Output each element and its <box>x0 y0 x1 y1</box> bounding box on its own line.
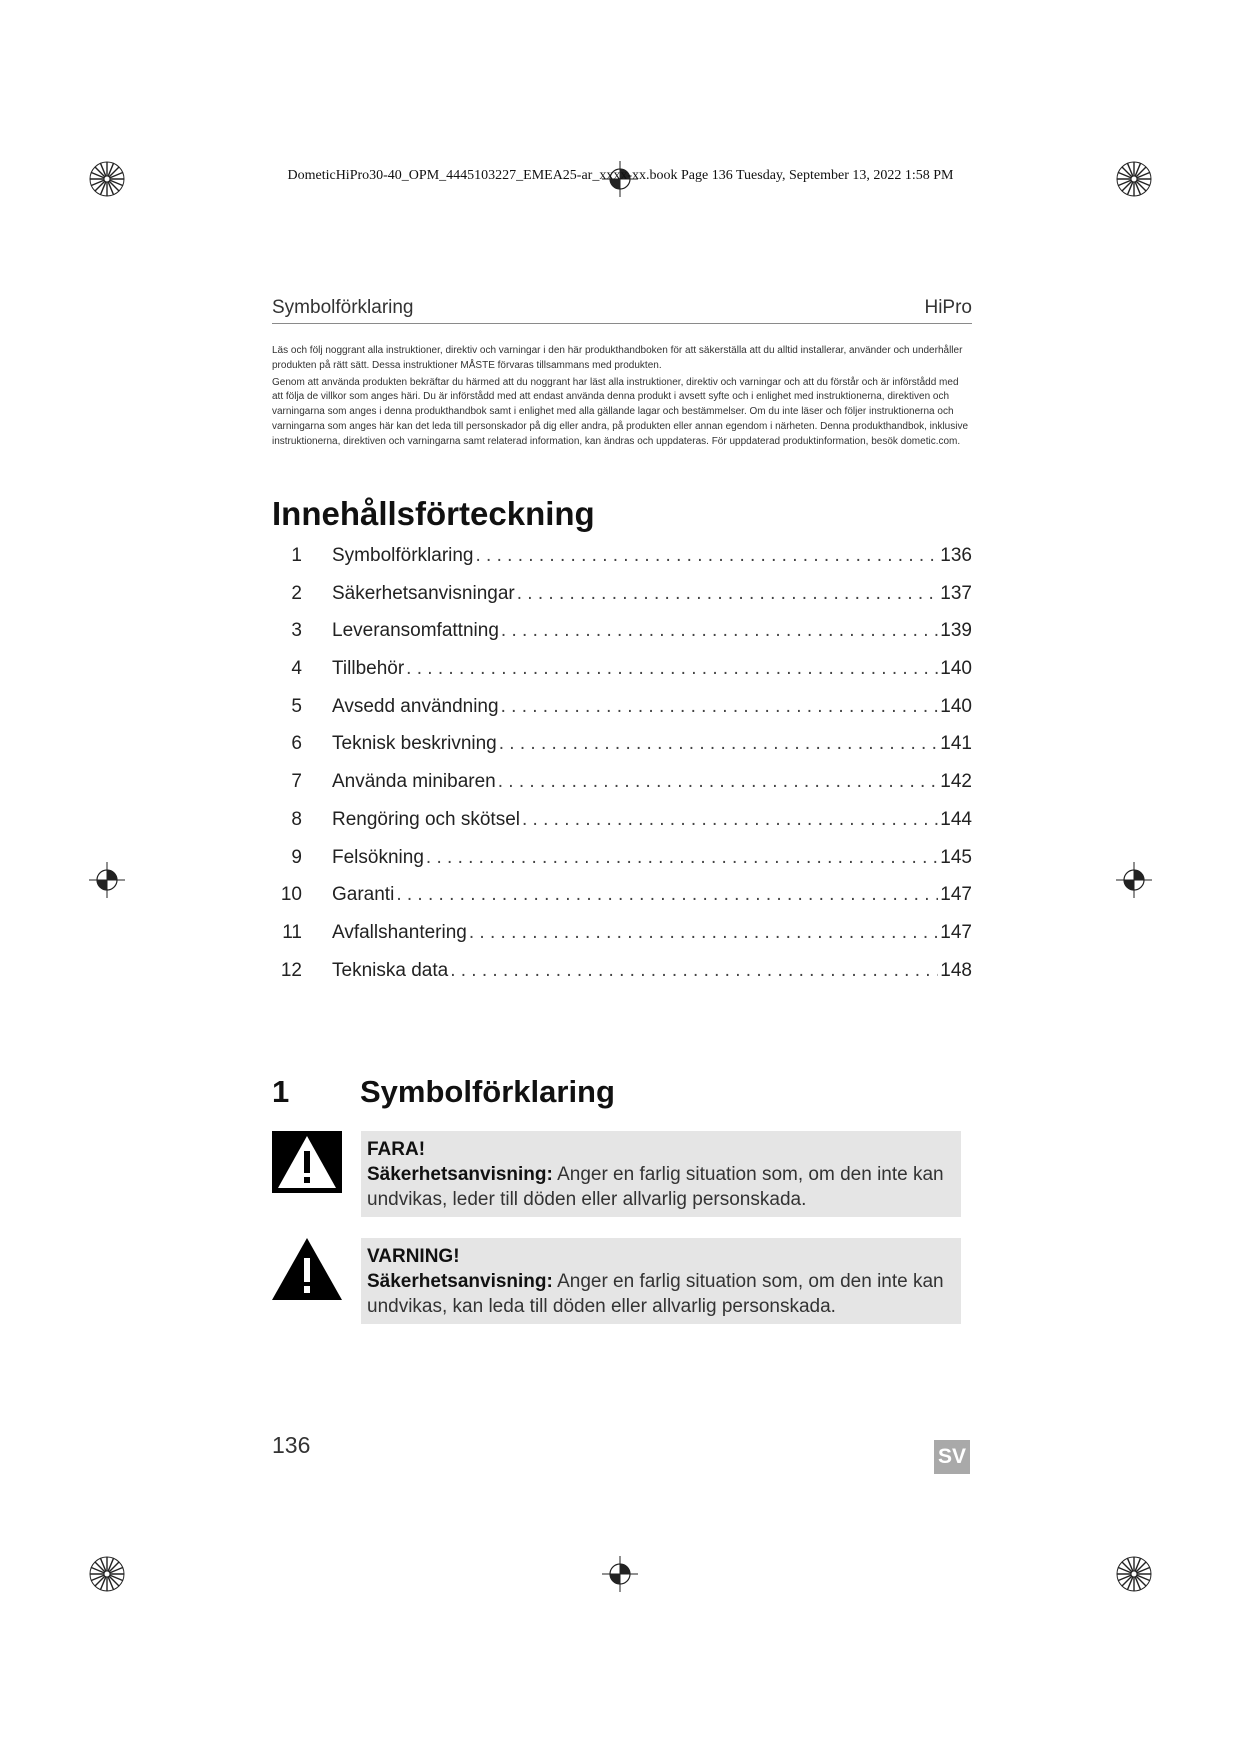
toc-leader-dots <box>426 847 938 869</box>
toc-entry-number: 12 <box>280 959 302 981</box>
toc-heading: Innehållsförteckning <box>272 495 595 532</box>
notice-lead: Säkerhetsanvisning: <box>367 1164 553 1185</box>
registration-crosshair-icon <box>1116 862 1152 898</box>
toc-entry-page: 147 <box>940 884 972 906</box>
danger-notice <box>361 1131 961 1217</box>
section-title: Symbolförklaring <box>360 1074 615 1109</box>
toc-entry-page: 136 <box>940 545 972 566</box>
toc-leader-dots <box>476 545 939 567</box>
danger-warning-icon <box>272 1131 342 1193</box>
toc-entry-page: 147 <box>940 921 972 943</box>
notice-label: VARNING! <box>367 1246 460 1267</box>
toc-entry-title: Avsedd användning <box>332 695 499 717</box>
intro-text <box>272 344 972 452</box>
toc-entry[interactable] <box>272 884 972 922</box>
toc-entry-page: 148 <box>940 959 972 981</box>
page-number: 136 <box>272 1432 311 1458</box>
toc-entry-page: 139 <box>940 620 972 642</box>
running-header-product: HiPro <box>924 297 972 318</box>
toc-entry-number: 7 <box>291 771 302 793</box>
toc-leader-dots <box>501 696 939 718</box>
toc-leader-dots <box>396 884 938 906</box>
toc-entry-number: 8 <box>291 808 302 830</box>
toc-entry-page: 142 <box>940 771 972 793</box>
toc-entry-page: 140 <box>940 658 972 680</box>
toc-entry[interactable] <box>272 545 972 583</box>
toc-entry-title: Symbolförklaring <box>332 545 474 566</box>
toc-entry-title: Avfallshantering <box>332 921 467 943</box>
toc-entry-number: 2 <box>291 582 302 604</box>
registration-crosshair-icon <box>89 862 125 898</box>
table-of-contents <box>272 545 972 997</box>
toc-leader-dots <box>522 809 938 831</box>
toc-entry-page: 137 <box>940 582 972 604</box>
toc-entry-page: 144 <box>940 808 972 830</box>
toc-entry-number: 10 <box>280 884 302 906</box>
toc-entry-title: Tillbehör <box>332 658 405 680</box>
toc-entry[interactable] <box>272 960 972 998</box>
registration-crosshair-icon <box>602 1556 638 1592</box>
toc-entry-number: 9 <box>291 846 302 868</box>
toc-entry[interactable] <box>272 809 972 847</box>
toc-entry[interactable] <box>272 658 972 696</box>
registration-starburst-icon <box>89 1556 125 1592</box>
toc-entry-page: 141 <box>940 733 972 755</box>
toc-leader-dots <box>450 960 938 982</box>
notice-text: Anger en farlig situation som, om den inte kan undvikas, kan leda till döden eller allvarlig personskada. <box>367 1271 944 1317</box>
section-number: 1 <box>272 1074 290 1109</box>
language-badge: SV <box>934 1440 970 1474</box>
toc-entry[interactable] <box>272 583 972 621</box>
print-file-header: DometicHiPro30-40_OPM_4445103227_EMEA25-ar_xxxx-xx.book Page 136 Tuesday, September 13, 2022 1:58 PM <box>287 168 954 183</box>
running-header-section: Symbolförklaring <box>272 297 414 318</box>
toc-entry-page: 145 <box>940 846 972 868</box>
toc-entry-title: Tekniska data <box>332 959 449 981</box>
toc-entry-page: 140 <box>940 695 972 717</box>
toc-entry-title: Använda minibaren <box>332 771 496 793</box>
toc-entry-number: 1 <box>291 545 302 566</box>
toc-entry-title: Garanti <box>332 884 395 906</box>
toc-leader-dots <box>498 771 939 793</box>
toc-leader-dots <box>469 922 938 944</box>
toc-leader-dots <box>517 583 939 605</box>
notice-lead: Säkerhetsanvisning: <box>367 1271 553 1292</box>
intro-paragraph: Genom att använda produkten bekräftar du härmed att du noggrant har läst alla instruktioner, direktiv och varningar och att du förstår och är införstådd med att följa de villkor som anges häri. Du är införstådd med att endast använda denna produkt i avsett syfte och i enlighet med instruktionerna, direktiven och varningarna som anges i denna produkthandbok samt i enlighet med alla gällande lagar och bestämmelser. Om du inte läser och följer instruktionerna och varningarna som anges här kan det leda till personskador på dig eller andra, på produkten eller annan egendom i närheten. Denna produkthandbok, inklusive instruktionerna, direktiven och varningarna samt relaterad information, kan ändras och uppdateras. För uppdaterad produktinformation, besök dometic.com. <box>272 376 969 447</box>
toc-entry-number: 3 <box>291 620 302 642</box>
toc-entry-title: Leveransomfattning <box>332 620 499 642</box>
toc-entry-title: Rengöring och skötsel <box>332 808 520 830</box>
registration-starburst-icon <box>1116 1556 1152 1592</box>
toc-entry-title: Säkerhetsanvisningar <box>332 582 515 604</box>
toc-entry[interactable] <box>272 922 972 960</box>
warning-notice <box>361 1238 961 1324</box>
toc-entry-number: 6 <box>291 733 302 755</box>
toc-entry-number: 4 <box>291 658 302 680</box>
toc-entry[interactable] <box>272 620 972 658</box>
toc-entry-number: 11 <box>282 921 302 943</box>
toc-leader-dots <box>501 620 938 642</box>
toc-entry[interactable] <box>272 696 972 734</box>
running-header <box>272 297 972 324</box>
toc-entry-title: Felsökning <box>332 846 424 868</box>
toc-entry-title: Teknisk beskrivning <box>332 733 497 755</box>
toc-leader-dots <box>499 733 939 755</box>
toc-entry[interactable] <box>272 771 972 809</box>
notice-text: Anger en farlig situation som, om den inte kan undvikas, leder till döden eller allvarlig personskada. <box>367 1164 944 1210</box>
notice-label: FARA! <box>367 1139 426 1160</box>
toc-entry-number: 5 <box>291 695 302 717</box>
warning-triangle-icon <box>272 1238 342 1300</box>
intro-paragraph: Läs och följ noggrant alla instruktioner, direktiv och varningar i den här produkthandboken för att säkerställa att du alltid installerar, använder och underhåller produkten på rätt sätt. Dessa instruktioner MÅSTE förvaras tillsammans med produkten. <box>272 345 963 371</box>
toc-entry[interactable] <box>272 847 972 885</box>
toc-leader-dots <box>406 658 938 680</box>
toc-entry[interactable] <box>272 733 972 771</box>
